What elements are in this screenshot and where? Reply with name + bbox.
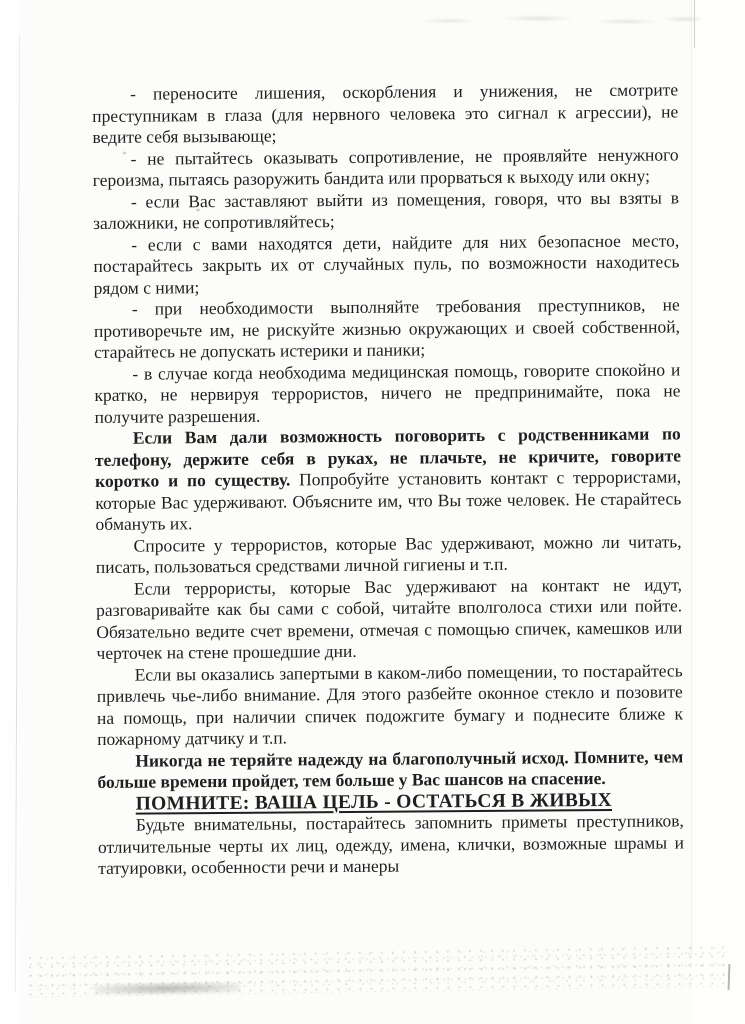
bullet-paragraph: - если Вас заставляют выйти из помещения, говоря, что вы взяты в заложники, не сопротивляйтесь; [93,186,679,233]
section-heading: ПОМНИТЕ: ВАША ЦЕЛЬ - ОСТАТЬСЯ В ЖИВЫХ [135,789,613,815]
bullet-paragraph: - переносите лишения, оскорбления и унижения, не смотрите преступникам в глаза (для нервного человека это сигнал к агрессии), не ведите себя вызывающе; [92,79,679,147]
bold-lead-text: Если Вам дали возможность поговорить с родственниками по телефону, держите себя в руках, не плачьте, не кричите, говорите коротко и по существу. [94,423,682,491]
body-paragraph: Спросите у террористов, которые Вас удерживают, можно ли читать, писать, пользоваться средствами личной гигиены и т.п. [95,530,682,577]
ink-bleed-artifact [405,12,700,28]
scan-speck [615,842,641,845]
scan-right-margin [692,0,745,1024]
bullet-paragraph: - при необходимости выполняйте требования преступников, не противоречьте им, не рискуйте жизнью окружающих и своей собственной, старайтесь не допускать истерики и паники; [93,294,680,362]
mixed-paragraph [95,423,682,535]
normal-continuation-text: Попробуйте установить контакт с террористами, которые Вас удерживают. Объясните им, что Вы тоже человек. Не старайтесь обмануть их. [95,466,682,534]
page-edge-line [691,0,692,958]
body-paragraph: Будьте внимательны, постарайтесь запомнить приметы преступников, отличительные черты их лиц, одежду, имена, клички, возможные шрамы и татуировки, особенности речи и манеры [97,810,685,878]
bullet-paragraph: - не пытайтесь оказывать сопротивление, не проявляйте ненужного героизма, пытаясь разоружить бандита или прорваться к выходу или окну; [92,143,679,190]
bullet-paragraph: - если с вами находятся дети, найдите для них безопасное место, постарайтесь закрыть их от случайных пуль, по возможности находитесь рядом с ними; [93,229,680,298]
scan-speck [123,152,126,154]
body-paragraph: Если террористы, которые Вас удерживают на контакт не идут, разговаривайте как бы сами с собой, читайте вполголоса стихи или пойте. Обязательно ведите счет времени, отмечая с помощью спичек, камешков или черточек на стене прошедшие дни. [96,573,683,663]
body-paragraph: Если вы оказались запертыми в каком-либо помещении, то постарайтесь привлечь чье-либо внимание. Для этого разбейте оконное стекло и позовите на помощь, при наличии спичек подожгите бумагу и поднесите ближе к пожарному датчику и т.п. [96,659,684,749]
page-edge-tick [694,0,695,48]
bold-paragraph: Никогда не теряйте надежду на благополучный исход. Помните, чем больше времени пройдет, тем больше у Вас шансов на спасение. [97,745,684,792]
document-text [92,79,684,879]
scan-speck [196,209,200,211]
bullet-paragraph: - в случае когда необходима медицинская помощь, говорите спокойно и кратко, не нервируя террористов, ничего не предпринимайте, пока не получите разрешения. [94,358,681,427]
